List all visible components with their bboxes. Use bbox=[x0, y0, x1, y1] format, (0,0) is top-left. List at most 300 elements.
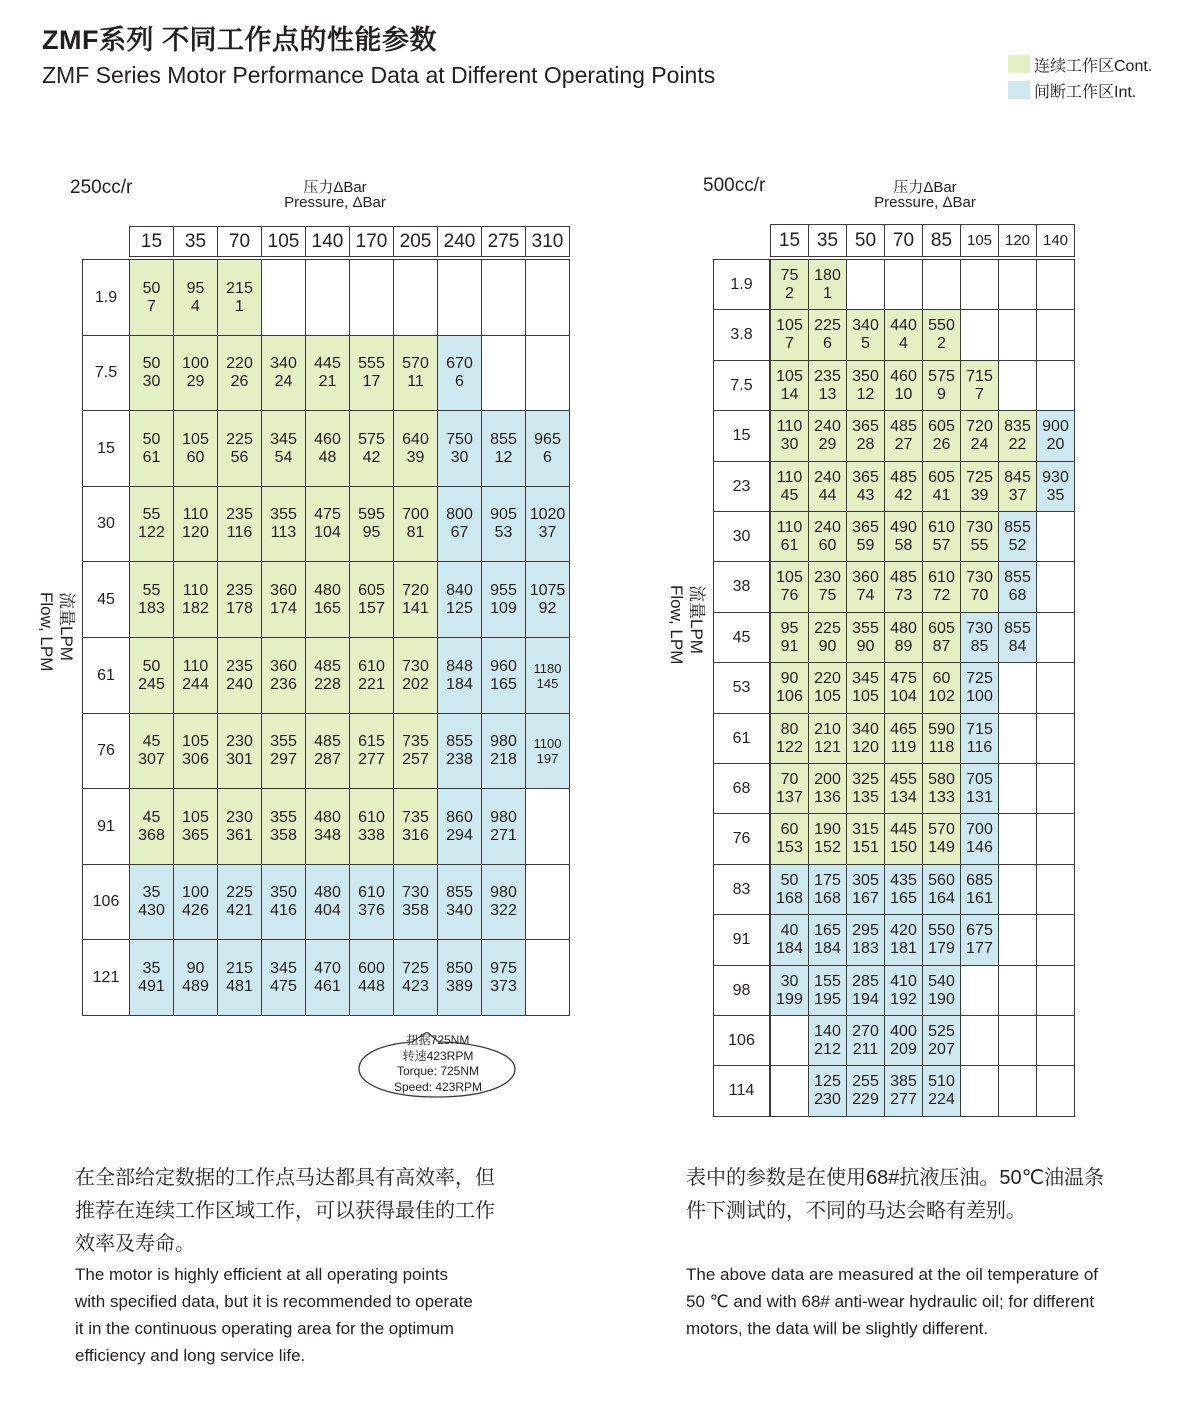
torque-value: 110 bbox=[182, 581, 209, 599]
data-cell bbox=[173, 864, 218, 940]
pressure-header-cell: 35 bbox=[173, 226, 218, 257]
torque-value: 980 bbox=[490, 733, 517, 750]
data-cell bbox=[525, 486, 570, 562]
data-cell bbox=[922, 965, 961, 1016]
data-cell bbox=[922, 511, 961, 562]
data-cell bbox=[217, 259, 262, 336]
data-cell bbox=[481, 486, 526, 562]
speed-value: 55 bbox=[970, 536, 989, 554]
torque-value: 50 bbox=[142, 657, 161, 675]
empty-cell bbox=[998, 914, 1037, 966]
speed-value: 165 bbox=[890, 889, 917, 907]
torque-value: 50 bbox=[780, 871, 799, 889]
speed-value: 90 bbox=[818, 637, 837, 655]
speed-value: 100 bbox=[966, 688, 993, 705]
pressure-header-cell: 310 bbox=[525, 226, 570, 257]
empty-cell bbox=[525, 788, 570, 865]
torque-value: 735 bbox=[402, 808, 429, 826]
torque-value: 460 bbox=[314, 430, 341, 448]
data-cell bbox=[349, 788, 394, 865]
data-cell bbox=[305, 637, 350, 714]
speed-value: 448 bbox=[358, 977, 385, 995]
data-cell bbox=[129, 486, 174, 562]
data-cell bbox=[808, 259, 847, 310]
note-right-en-2: 50 ℃ and with 68# anti-wear hydraulic oil; for different bbox=[686, 1292, 1095, 1311]
speed-value: 376 bbox=[358, 902, 385, 919]
data-cell bbox=[217, 410, 262, 487]
data-cell bbox=[808, 914, 847, 966]
page-title-cn: ZMF系列 不同工作点的性能参数 bbox=[42, 25, 437, 55]
empty-cell bbox=[1036, 662, 1075, 714]
data-cell bbox=[846, 965, 885, 1016]
torque-value: 125 bbox=[814, 1073, 841, 1090]
data-cell bbox=[922, 713, 961, 764]
speed-value: 7 bbox=[147, 297, 156, 315]
torque-value: 340 bbox=[852, 317, 879, 334]
pressure-header-cell: 15 bbox=[770, 224, 809, 257]
speed-value: 53 bbox=[494, 524, 513, 541]
speed-value: 105 bbox=[814, 688, 841, 705]
torque-value: 340 bbox=[852, 720, 879, 738]
speed-value: 197 bbox=[536, 751, 559, 766]
speed-value: 39 bbox=[970, 486, 989, 504]
data-cell bbox=[998, 410, 1037, 462]
torque-value: 240 bbox=[814, 418, 841, 435]
torque-value: 605 bbox=[928, 619, 955, 637]
torque-value: 230 bbox=[226, 808, 253, 826]
speed-value: 2 bbox=[785, 284, 794, 302]
data-cell bbox=[960, 763, 999, 814]
torque-value: 100 bbox=[182, 884, 209, 901]
speed-value: 44 bbox=[818, 486, 837, 504]
data-cell bbox=[437, 864, 482, 940]
speed-value: 157 bbox=[358, 599, 385, 617]
torque-value: 285 bbox=[852, 972, 879, 990]
torque-value: 350 bbox=[270, 884, 297, 901]
speed-value: 182 bbox=[182, 599, 209, 617]
data-cell bbox=[173, 788, 218, 865]
data-cell bbox=[173, 410, 218, 487]
speed-value: 27 bbox=[894, 436, 913, 453]
torque-value: 110 bbox=[182, 506, 209, 523]
torque-value: 80 bbox=[780, 720, 799, 738]
speed-value: 106 bbox=[776, 688, 803, 705]
speed-value: 150 bbox=[890, 839, 917, 856]
speed-value: 81 bbox=[406, 524, 425, 541]
torque-value: 485 bbox=[314, 657, 341, 675]
flow-row-label: 114 bbox=[713, 1065, 770, 1117]
torque-value: 670 bbox=[446, 355, 473, 372]
speed-value: 207 bbox=[928, 1040, 955, 1058]
speed-value: 135 bbox=[852, 788, 879, 806]
speed-value: 11 bbox=[407, 373, 424, 390]
torque-value: 110 bbox=[182, 657, 209, 675]
callout-speed-cn: 转速423RPM bbox=[402, 1048, 474, 1063]
speed-value: 194 bbox=[852, 990, 879, 1008]
speed-value: 75 bbox=[818, 587, 837, 604]
speed-value: 168 bbox=[814, 889, 841, 907]
torque-value: 575 bbox=[928, 367, 955, 385]
pressure-header-cell: 120 bbox=[998, 224, 1037, 257]
data-cell bbox=[884, 1015, 923, 1066]
speed-value: 489 bbox=[182, 977, 209, 995]
torque-value: 560 bbox=[928, 871, 955, 889]
torque-value: 45 bbox=[142, 808, 161, 826]
empty-cell bbox=[305, 259, 350, 336]
callout-text bbox=[372, 1033, 504, 1095]
torque-value: 540 bbox=[928, 972, 955, 990]
speed-value: 277 bbox=[358, 751, 385, 768]
data-cell bbox=[393, 788, 438, 865]
data-cell bbox=[808, 612, 847, 663]
speed-value: 238 bbox=[446, 751, 473, 768]
torque-value: 30 bbox=[780, 972, 799, 990]
data-cell bbox=[922, 309, 961, 361]
torque-value: 580 bbox=[928, 770, 955, 788]
data-cell bbox=[393, 713, 438, 789]
data-cell bbox=[393, 486, 438, 562]
torque-value: 235 bbox=[226, 581, 253, 599]
empty-cell bbox=[1036, 360, 1075, 411]
empty-cell bbox=[770, 1015, 809, 1066]
speed-value: 105 bbox=[852, 688, 879, 705]
data-cell bbox=[884, 763, 923, 814]
speed-value: 221 bbox=[358, 675, 385, 693]
pressure-label-en: Pressure, ΔBar bbox=[284, 194, 386, 211]
speed-value: 85 bbox=[970, 637, 989, 655]
speed-value: 89 bbox=[894, 637, 913, 655]
data-cell bbox=[129, 335, 174, 411]
torque-value: 1075 bbox=[529, 581, 566, 599]
torque-value: 95 bbox=[780, 619, 799, 637]
speed-value: 404 bbox=[314, 902, 341, 919]
pressure-header-cell: 105 bbox=[261, 226, 306, 257]
torque-value: 715 bbox=[966, 720, 993, 738]
speed-value: 37 bbox=[1008, 486, 1027, 504]
empty-cell bbox=[525, 335, 570, 411]
data-cell bbox=[922, 914, 961, 966]
flow-row-label: 76 bbox=[82, 713, 130, 789]
torque-value: 215 bbox=[226, 279, 253, 297]
data-cell bbox=[261, 864, 306, 940]
speed-value: 153 bbox=[776, 839, 803, 856]
torque-value: 75 bbox=[780, 266, 799, 284]
speed-value: 43 bbox=[856, 486, 875, 504]
torque-value: 455 bbox=[890, 770, 917, 788]
flow-label-cn: 流量LPM bbox=[687, 585, 706, 654]
page-title-en: ZMF Series Motor Performance Data at Different Operating Points bbox=[42, 62, 716, 88]
data-cell bbox=[960, 813, 999, 865]
torque-value: 55 bbox=[142, 581, 161, 599]
data-cell bbox=[770, 360, 809, 411]
model-label-250: 250cc/r bbox=[70, 177, 133, 198]
speed-value: 181 bbox=[890, 940, 917, 957]
torque-value: 480 bbox=[314, 581, 341, 599]
data-cell bbox=[437, 335, 482, 411]
torque-value: 110 bbox=[776, 418, 803, 435]
empty-cell bbox=[1036, 763, 1075, 814]
torque-value: 255 bbox=[852, 1073, 879, 1090]
speed-value: 141 bbox=[402, 599, 429, 617]
data-cell bbox=[846, 410, 885, 462]
flow-row-label: 38 bbox=[713, 561, 770, 613]
flow-row-label: 61 bbox=[713, 713, 770, 764]
speed-value: 42 bbox=[362, 448, 381, 466]
legend-int-label: 间断工作区Int. bbox=[1034, 83, 1137, 101]
data-cell bbox=[808, 713, 847, 764]
torque-value: 50 bbox=[142, 279, 161, 297]
torque-value: 900 bbox=[1042, 418, 1069, 435]
flow-row-label: 76 bbox=[713, 813, 770, 865]
pressure-label-cn: 压力ΔBar bbox=[303, 179, 367, 196]
speed-value: 195 bbox=[814, 990, 841, 1008]
data-cell bbox=[481, 713, 526, 789]
torque-value: 35 bbox=[142, 959, 161, 977]
torque-value: 345 bbox=[270, 430, 297, 448]
pressure-header-cell: 240 bbox=[437, 226, 482, 257]
speed-value: 13 bbox=[818, 385, 837, 403]
data-cell bbox=[173, 486, 218, 562]
empty-cell bbox=[998, 1065, 1037, 1117]
speed-value: 297 bbox=[270, 751, 297, 768]
empty-cell bbox=[770, 1065, 809, 1117]
speed-value: 209 bbox=[890, 1040, 917, 1058]
speed-value: 481 bbox=[226, 977, 253, 995]
data-cell bbox=[305, 713, 350, 789]
note-left-cn-3: 效率及寿命。 bbox=[75, 1233, 195, 1255]
data-cell bbox=[525, 561, 570, 638]
speed-value: 68 bbox=[1008, 587, 1027, 604]
speed-value: 152 bbox=[814, 839, 841, 856]
note-left-en-1: The motor is highly efficient at all operating points bbox=[75, 1265, 448, 1284]
data-cell bbox=[217, 939, 262, 1016]
empty-cell bbox=[960, 1015, 999, 1066]
empty-cell bbox=[1036, 713, 1075, 764]
data-cell bbox=[808, 461, 847, 512]
empty-cell bbox=[998, 1015, 1037, 1066]
data-cell bbox=[808, 1015, 847, 1066]
flow-row-label: 91 bbox=[82, 788, 130, 865]
speed-value: 287 bbox=[314, 751, 341, 768]
empty-cell bbox=[846, 259, 885, 310]
torque-value: 230 bbox=[814, 569, 841, 586]
torque-value: 220 bbox=[226, 355, 253, 372]
speed-value: 224 bbox=[928, 1091, 955, 1108]
speed-value: 74 bbox=[856, 587, 875, 604]
speed-value: 149 bbox=[928, 839, 955, 856]
empty-cell bbox=[349, 259, 394, 336]
pressure-label-en: Pressure, ΔBar bbox=[874, 194, 976, 211]
torque-value: 855 bbox=[490, 430, 517, 448]
torque-value: 675 bbox=[966, 922, 993, 939]
data-cell bbox=[261, 637, 306, 714]
data-cell bbox=[393, 939, 438, 1016]
flow-row-label: 53 bbox=[713, 662, 770, 714]
speed-value: 104 bbox=[890, 688, 917, 705]
speed-value: 67 bbox=[450, 524, 469, 541]
speed-value: 373 bbox=[490, 977, 517, 995]
speed-value: 368 bbox=[138, 826, 165, 844]
data-cell bbox=[173, 713, 218, 789]
data-cell bbox=[305, 939, 350, 1016]
empty-cell bbox=[1036, 511, 1075, 562]
torque-value: 960 bbox=[490, 657, 517, 675]
data-cell bbox=[770, 763, 809, 814]
torque-value: 730 bbox=[966, 619, 993, 637]
torque-value: 735 bbox=[402, 733, 429, 750]
torque-value: 975 bbox=[490, 959, 517, 977]
data-cell bbox=[481, 410, 526, 487]
flow-row-label: 15 bbox=[82, 410, 130, 487]
speed-value: 244 bbox=[182, 675, 209, 693]
data-cell bbox=[846, 461, 885, 512]
data-cell bbox=[349, 335, 394, 411]
data-cell bbox=[217, 788, 262, 865]
torque-value: 605 bbox=[358, 581, 385, 599]
flow-row-label: 45 bbox=[713, 612, 770, 663]
flow-label-en: Flow, LPM bbox=[37, 592, 56, 672]
data-cell bbox=[261, 788, 306, 865]
torque-value: 140 bbox=[814, 1022, 841, 1040]
speed-value: 30 bbox=[450, 448, 469, 466]
torque-value: 50 bbox=[142, 355, 161, 372]
data-cell bbox=[960, 511, 999, 562]
data-cell bbox=[261, 410, 306, 487]
pressure-header-cell: 205 bbox=[393, 226, 438, 257]
torque-value: 485 bbox=[314, 733, 341, 750]
speed-value: 73 bbox=[894, 587, 913, 604]
data-cell bbox=[808, 360, 847, 411]
speed-value: 322 bbox=[490, 902, 517, 919]
data-cell bbox=[129, 259, 174, 336]
speed-value: 29 bbox=[186, 373, 205, 390]
speed-value: 60 bbox=[186, 448, 205, 466]
torque-value: 355 bbox=[270, 506, 297, 523]
data-cell bbox=[770, 259, 809, 310]
torque-value: 720 bbox=[402, 581, 429, 599]
data-cell bbox=[884, 612, 923, 663]
data-cell bbox=[922, 763, 961, 814]
speed-value: 211 bbox=[852, 1040, 879, 1058]
speed-value: 192 bbox=[890, 990, 917, 1008]
speed-value: 102 bbox=[928, 688, 955, 705]
torque-value: 190 bbox=[814, 821, 841, 838]
data-cell bbox=[393, 410, 438, 487]
torque-value: 105 bbox=[182, 808, 209, 826]
speed-value: 136 bbox=[814, 788, 841, 806]
flow-row-label: 30 bbox=[82, 486, 130, 562]
torque-value: 470 bbox=[314, 959, 341, 977]
data-cell bbox=[770, 813, 809, 865]
torque-value: 955 bbox=[490, 581, 517, 599]
data-cell bbox=[349, 713, 394, 789]
empty-cell bbox=[998, 965, 1037, 1016]
torque-value: 980 bbox=[490, 884, 517, 901]
data-cell bbox=[481, 561, 526, 638]
speed-value: 29 bbox=[818, 436, 837, 453]
speed-value: 24 bbox=[274, 373, 293, 390]
speed-value: 72 bbox=[932, 587, 951, 604]
data-cell bbox=[846, 864, 885, 915]
data-cell bbox=[393, 864, 438, 940]
torque-value: 855 bbox=[1004, 569, 1031, 586]
speed-value: 164 bbox=[928, 889, 955, 907]
torque-value: 700 bbox=[402, 506, 429, 523]
flow-row-label: 98 bbox=[713, 965, 770, 1016]
speed-value: 30 bbox=[780, 436, 799, 453]
data-cell bbox=[217, 864, 262, 940]
torque-value: 55 bbox=[142, 506, 161, 523]
data-cell bbox=[129, 788, 174, 865]
data-cell bbox=[922, 1015, 961, 1066]
speed-value: 35 bbox=[1046, 486, 1065, 504]
torque-value: 215 bbox=[226, 959, 253, 977]
torque-value: 365 bbox=[852, 518, 879, 536]
data-cell bbox=[808, 309, 847, 361]
pressure-header-cell: 170 bbox=[349, 226, 394, 257]
torque-value: 225 bbox=[814, 619, 841, 637]
data-cell bbox=[998, 612, 1037, 663]
torque-value: 1020 bbox=[529, 506, 566, 523]
torque-value: 800 bbox=[446, 506, 473, 523]
data-cell bbox=[261, 939, 306, 1016]
torque-value: 965 bbox=[534, 430, 561, 448]
speed-value: 358 bbox=[270, 826, 297, 844]
speed-value: 271 bbox=[490, 826, 517, 844]
speed-value: 199 bbox=[776, 990, 803, 1008]
torque-value: 95 bbox=[186, 279, 205, 297]
data-cell bbox=[770, 511, 809, 562]
flow-row-label: 3.8 bbox=[713, 309, 770, 361]
data-cell bbox=[437, 788, 482, 865]
speed-value: 122 bbox=[776, 738, 803, 756]
data-cell bbox=[846, 360, 885, 411]
torque-value: 1100 bbox=[533, 736, 562, 751]
data-cell bbox=[770, 309, 809, 361]
torque-value: 420 bbox=[890, 922, 917, 939]
torque-value: 700 bbox=[966, 821, 993, 838]
torque-value: 600 bbox=[358, 959, 385, 977]
torque-value: 110 bbox=[776, 468, 803, 486]
speed-value: 7 bbox=[785, 335, 794, 352]
pressure-header-cell: 140 bbox=[1036, 224, 1075, 257]
data-cell bbox=[770, 965, 809, 1016]
data-cell bbox=[129, 637, 174, 714]
data-cell bbox=[998, 511, 1037, 562]
torque-value: 435 bbox=[890, 871, 917, 889]
torque-value: 220 bbox=[814, 670, 841, 687]
data-cell bbox=[261, 561, 306, 638]
torque-value: 175 bbox=[814, 871, 841, 889]
empty-cell bbox=[1036, 914, 1075, 966]
speed-value: 491 bbox=[138, 977, 165, 995]
speed-value: 174 bbox=[270, 599, 297, 617]
speed-value: 131 bbox=[966, 788, 993, 806]
data-cell bbox=[884, 965, 923, 1016]
torque-value: 615 bbox=[358, 733, 385, 750]
speed-value: 125 bbox=[446, 599, 473, 617]
speed-value: 10 bbox=[894, 385, 913, 403]
empty-cell bbox=[960, 1065, 999, 1117]
torque-value: 595 bbox=[358, 506, 385, 523]
data-cell bbox=[437, 637, 482, 714]
data-cell bbox=[808, 662, 847, 714]
data-cell bbox=[437, 939, 482, 1016]
data-cell bbox=[998, 561, 1037, 613]
data-cell bbox=[770, 914, 809, 966]
torque-value: 610 bbox=[358, 808, 385, 826]
data-cell bbox=[217, 713, 262, 789]
